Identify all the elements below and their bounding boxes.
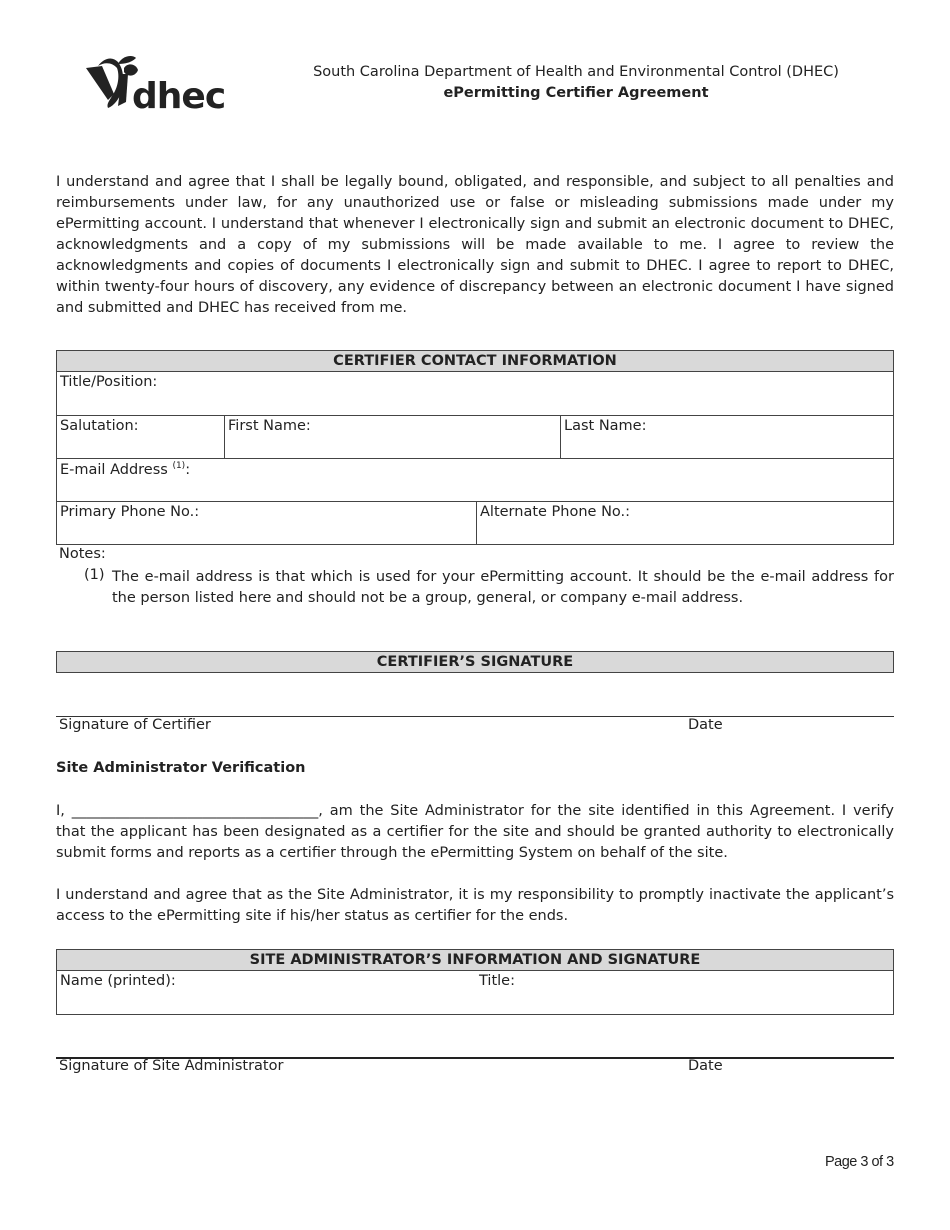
dhec-logo [84, 54, 230, 114]
form-title: ePermitting Certifier Agreement [443, 85, 709, 101]
site-admin-title-field[interactable] [476, 971, 893, 1014]
last-name-label: Last Name: [564, 418, 647, 434]
name-row [57, 415, 893, 458]
site-admin-paragraph-2: I understand and agree that as the Site Administrator, it is my responsibility to promptly inactivate the applicant’s access to the ePermitting site if his/her status as certifier for the ends. [56, 887, 894, 924]
site-admin-paragraph-1: I, __________________________________, am the Site Administrator for the site identified in this Agreement. I verify that the applicant has been designated as a certifier for the site and should be granted authority to electronically submit forms and reports as a certifier through the ePermitting System on behalf of the site. [56, 803, 894, 861]
email-label: E-mail Address [60, 461, 168, 478]
email-note-ref: (1) [172, 461, 186, 471]
site-admin-title-label: Title: [479, 973, 515, 989]
certifier-signature-heading: CERTIFIER’S SIGNATURE [57, 652, 893, 672]
certifier-signature-label: Signature of Certifier [59, 717, 211, 733]
svg-text:dhec: dhec [132, 76, 226, 114]
alternate-phone-field[interactable] [476, 502, 893, 544]
last-name-field[interactable] [560, 416, 893, 458]
first-name-label: First Name: [228, 418, 311, 434]
email-row [57, 458, 893, 501]
primary-phone-field[interactable] [57, 502, 476, 544]
salutation-label: Salutation: [60, 418, 139, 434]
site-admin-signature-label: Signature of Site Administrator [59, 1058, 284, 1074]
salutation-field[interactable] [57, 416, 224, 458]
site-admin-date-label: Date [688, 1058, 723, 1074]
site-admin-name-field[interactable] [57, 971, 476, 1014]
first-name-field[interactable] [224, 416, 560, 458]
page-number: Page 3 of 3 [825, 1154, 894, 1170]
title-position-label: Title/Position: [60, 374, 158, 390]
agency-name: South Carolina Department of Health and Environmental Control (DHEC) [313, 64, 839, 80]
notes-label: Notes: [59, 546, 106, 562]
site-admin-info-heading: SITE ADMINISTRATOR’S INFORMATION AND SIGNATURE [57, 950, 893, 971]
primary-phone-label: Primary Phone No.: [60, 504, 200, 520]
email-colon: : [185, 461, 191, 478]
certifier-signature-header [56, 651, 894, 673]
site-admin-name-label: Name (printed): [60, 973, 176, 989]
dhec-logo-mark [84, 54, 230, 114]
site-admin-info-table [56, 949, 894, 1015]
certifier-date-label: Date [688, 717, 723, 733]
certifier-contact-table [56, 350, 894, 545]
phone-row [57, 501, 893, 544]
title-position-field[interactable] [57, 372, 893, 415]
certifier-contact-heading: CERTIFIER CONTACT INFORMATION [57, 351, 893, 372]
alternate-phone-label: Alternate Phone No.: [480, 504, 631, 520]
note-text: The e-mail address is that which is used for your ePermitting account. It should be the e-mail address for the person listed here and should not be a group, general, or company e-mail address. [112, 569, 894, 606]
note-number: (1) [84, 567, 105, 583]
email-field[interactable] [57, 459, 893, 501]
intro-paragraph: I understand and agree that I shall be legally bound, obligated, and responsible, and subject to all penalties and reimbursements under law, for any unauthorized use or false or misleading submissions made under my ePermitting account. I understand that whenever I electronically sign and submit an electronic document to DHEC, acknowledgments and a copy of my submissions will be made available to me. I agree to review the acknowledgments and copies of documents I electronically sign and submit to DHEC. I agree to report to DHEC, within twenty-four hours of discovery, any evidence of discrepancy between an electronic document I have signed and submitted and DHEC has received from me. [56, 174, 894, 316]
title-position-row [57, 372, 893, 415]
site-admin-heading: Site Administrator Verification [56, 760, 306, 776]
site-admin-name-row [57, 971, 893, 1014]
